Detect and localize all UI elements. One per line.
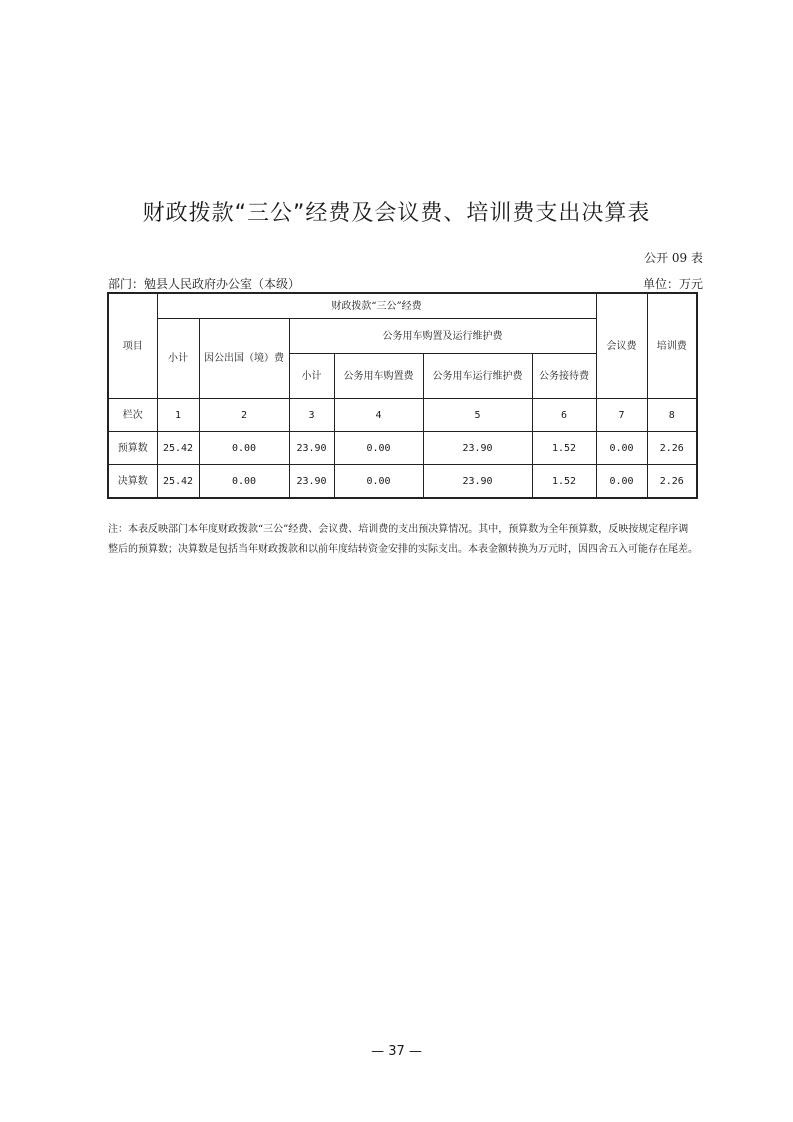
table-cell: 7 xyxy=(596,399,647,432)
table-cell: 0.00 xyxy=(199,465,289,499)
header-vehicle-subtotal: 小计 xyxy=(289,354,334,399)
table-cell: 5 xyxy=(423,399,532,432)
table-cell: 6 xyxy=(532,399,596,432)
table-cell: 1 xyxy=(157,399,199,432)
table-row xyxy=(108,399,697,432)
table-cell: 0.00 xyxy=(199,432,289,465)
page-number: — 37 — xyxy=(371,1044,422,1059)
header-subtotal: 小计 xyxy=(157,319,199,399)
row-label: 栏次 xyxy=(108,399,157,432)
table-cell: 1.52 xyxy=(532,465,596,499)
header-meeting: 会议费 xyxy=(596,293,647,399)
page-title: 财政拨款“三公”经费及会议费、培训费支出决算表 xyxy=(142,201,651,226)
table-cell: 23.90 xyxy=(423,432,532,465)
table-cell: 23.90 xyxy=(289,465,334,499)
row-label: 预算数 xyxy=(108,432,157,465)
table-cell: 2.26 xyxy=(647,432,697,465)
header-sanggong: 财政拨款“三公”经费 xyxy=(157,293,596,319)
header-abroad: 因公出国（境）费 xyxy=(199,319,289,399)
table-cell: 8 xyxy=(647,399,697,432)
table-cell: 2 xyxy=(199,399,289,432)
table-cell: 23.90 xyxy=(423,465,532,499)
header-vehicle-purchase: 公务用车购置费 xyxy=(334,354,423,399)
table-cell: 0.00 xyxy=(334,432,423,465)
table-cell: 3 xyxy=(289,399,334,432)
table-cell: 25.42 xyxy=(157,432,199,465)
table-row xyxy=(108,432,697,465)
table-cell: 0.00 xyxy=(596,465,647,499)
header-vehicle-operation: 公务用车运行维护费 xyxy=(423,354,532,399)
table-cell: 4 xyxy=(334,399,423,432)
header-item: 项目 xyxy=(108,293,157,399)
header-training: 培训费 xyxy=(647,293,697,399)
table-cell: 1.52 xyxy=(532,432,596,465)
department-label: 部门：勉县人民政府办公室（本级） xyxy=(108,277,301,291)
table-row xyxy=(108,465,697,499)
unit-label: 单位：万元 xyxy=(642,277,703,291)
table-cell: 23.90 xyxy=(289,432,334,465)
table-cell: 25.42 xyxy=(157,465,199,499)
form-number: 公开 09 表 xyxy=(644,251,703,265)
expenditure-table xyxy=(107,292,698,499)
header-vehicle-group: 公务用车购置及运行维护费 xyxy=(289,319,596,354)
header-row-1 xyxy=(108,293,697,319)
table-cell: 0.00 xyxy=(334,465,423,499)
table-cell: 2.26 xyxy=(647,465,697,499)
header-reception: 公务接待费 xyxy=(532,354,596,399)
table-cell: 0.00 xyxy=(596,432,647,465)
row-label: 决算数 xyxy=(108,465,157,499)
table-note: 注：本表反映部门本年度财政拨款“三公”经费、会议费、培训费的支出预决算情况。其中，预算数为全年预算数，反映按规定程序调整后的预算数；决算数是包括当年财政拨款和以前年度结转资金安排的实际支出。本表金额转换为万元时，因四舍五入可能存在尾差。 xyxy=(108,524,698,555)
